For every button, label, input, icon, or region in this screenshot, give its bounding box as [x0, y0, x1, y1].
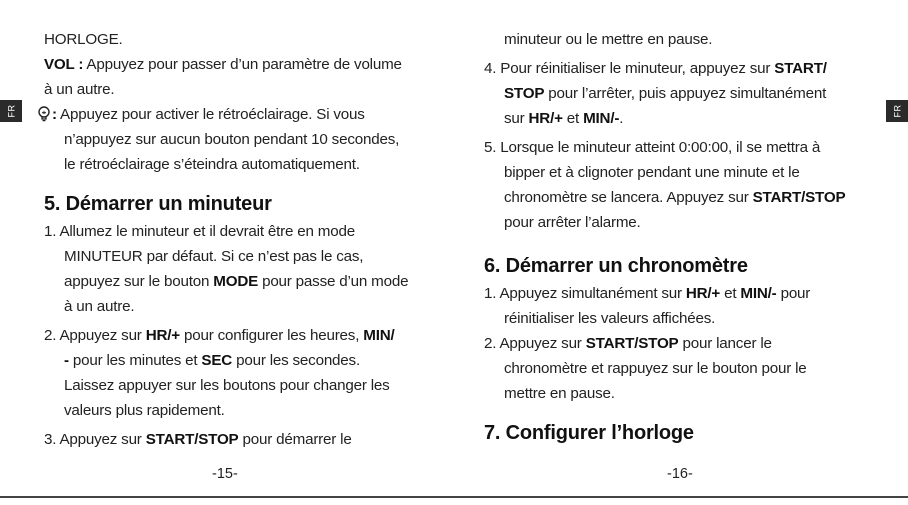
start-key: START/: [774, 60, 827, 77]
backlight-colon: :: [52, 106, 57, 123]
chrono-item-1-line: [484, 281, 884, 306]
text-span: pour: [776, 285, 811, 302]
text-span: 1. Appuyez simultanément sur: [484, 285, 686, 302]
text-span: Appuyez pour passer d’un paramètre de volume: [83, 56, 402, 73]
list-item-5-line: bipper et à clignoter pendant une minute et le: [504, 164, 800, 181]
bottom-rule: [0, 496, 908, 498]
text-span: appuyez sur le bouton: [64, 273, 214, 290]
vol-label: VOL :: [44, 56, 84, 73]
list-item-2-line: Laissez appuyer sur les boutons pour changer les: [64, 377, 390, 394]
text-span: chronomètre se lancera. Appuyez sur: [504, 189, 753, 206]
list-item-4-line: [484, 81, 884, 106]
text-span: pour configurer les heures,: [179, 327, 364, 344]
start-stop-key: START/STOP: [145, 431, 239, 448]
text-span: 2. Appuyez sur: [484, 335, 586, 352]
text-line: à un autre.: [44, 81, 115, 98]
right-page-content: [484, 27, 884, 446]
text-span: pour les secondes.: [232, 352, 360, 369]
language-tab-label: FR: [6, 104, 16, 118]
text-span: pour passe d’un mode: [258, 273, 409, 290]
text-span: et: [720, 285, 741, 302]
page-number-left: -15-: [212, 466, 238, 482]
text-span: 3. Appuyez sur: [44, 431, 146, 448]
text-span: pour lancer le: [678, 335, 772, 352]
text-span: pour les minutes et: [68, 352, 202, 369]
section-heading-5: 5. Démarrer un minuteur: [44, 193, 272, 215]
text-line: le rétroéclairage s’éteindra automatiquement.: [64, 156, 360, 173]
stop-key: STOP: [504, 85, 545, 102]
text-span: sur: [504, 110, 529, 127]
min-key: MIN/-: [740, 285, 777, 302]
language-tab-right: [886, 100, 908, 122]
chrono-item-2-line: chronomètre et rappuyez sur le bouton pour le: [504, 360, 807, 377]
text-span: pour l’arrêter, puis appuyez simultanément: [544, 85, 827, 102]
backlight-description: [38, 102, 430, 127]
text-span: pour démarrer le: [238, 431, 352, 448]
text-line: HORLOGE.: [44, 31, 123, 48]
list-item-1-line: à un autre.: [64, 298, 135, 315]
min-key-part: -: [64, 352, 69, 369]
section-heading-6: 6. Démarrer un chronomètre: [484, 255, 748, 277]
lightbulb-icon: [38, 106, 50, 122]
sec-key: SEC: [201, 352, 233, 369]
text-span: 2. Appuyez sur: [44, 327, 146, 344]
left-page-content: [44, 27, 436, 452]
list-item-1-line: [44, 269, 436, 294]
list-item-5-line: [484, 185, 884, 210]
list-item-5-line: pour arrêter l’alarme.: [504, 214, 641, 231]
right-page: [454, 0, 908, 505]
text-span: et: [562, 110, 584, 127]
list-item-4-line: [484, 106, 884, 131]
mode-key: MODE: [213, 273, 259, 290]
min-key: MIN/-: [583, 110, 620, 127]
list-item-5-line: 5. Lorsque le minuteur atteint 0:00:00, il se mettra à: [484, 139, 821, 156]
list-item-3-line: [44, 427, 436, 452]
list-item-1-line: 1. Allumez le minuteur et il devrait être en mode: [44, 223, 355, 240]
list-item-2-line: valeurs plus rapidement.: [64, 402, 225, 419]
chrono-item-2-line: [484, 331, 884, 356]
chrono-item-2-line: mettre en pause.: [504, 385, 615, 402]
text-span: 4. Pour réinitialiser le minuteur, appuyez sur: [484, 60, 775, 77]
min-key: MIN/: [363, 327, 395, 344]
start-stop-key: START/STOP: [752, 189, 846, 206]
list-item-2-line: [44, 323, 436, 348]
list-item-1-line: MINUTEUR par défaut. Si ce n’est pas le cas,: [64, 248, 364, 265]
start-stop-key: START/STOP: [585, 335, 679, 352]
text-line: minuteur ou le mettre en pause.: [504, 31, 713, 48]
language-tab-label: FR: [892, 104, 902, 118]
chrono-item-1-line: réinitialiser les valeurs affichées.: [504, 310, 716, 327]
hr-key: HR/+: [528, 110, 563, 127]
text-span: Appuyez pour activer le rétroéclairage. Si vous: [56, 106, 365, 123]
text-line: n’appuyez sur aucun bouton pendant 10 secondes,: [64, 131, 400, 148]
section-heading-7: 7. Configurer l’horloge: [484, 422, 694, 444]
hr-key: HR/+: [685, 285, 721, 302]
hr-key: HR/+: [145, 327, 180, 344]
list-item-4-line: [484, 56, 884, 81]
language-tab-left: [0, 100, 22, 122]
list-item-2-line: [44, 348, 436, 373]
page-number-right: -16-: [667, 466, 693, 482]
vol-description: [44, 52, 436, 77]
text-span: .: [619, 110, 624, 127]
